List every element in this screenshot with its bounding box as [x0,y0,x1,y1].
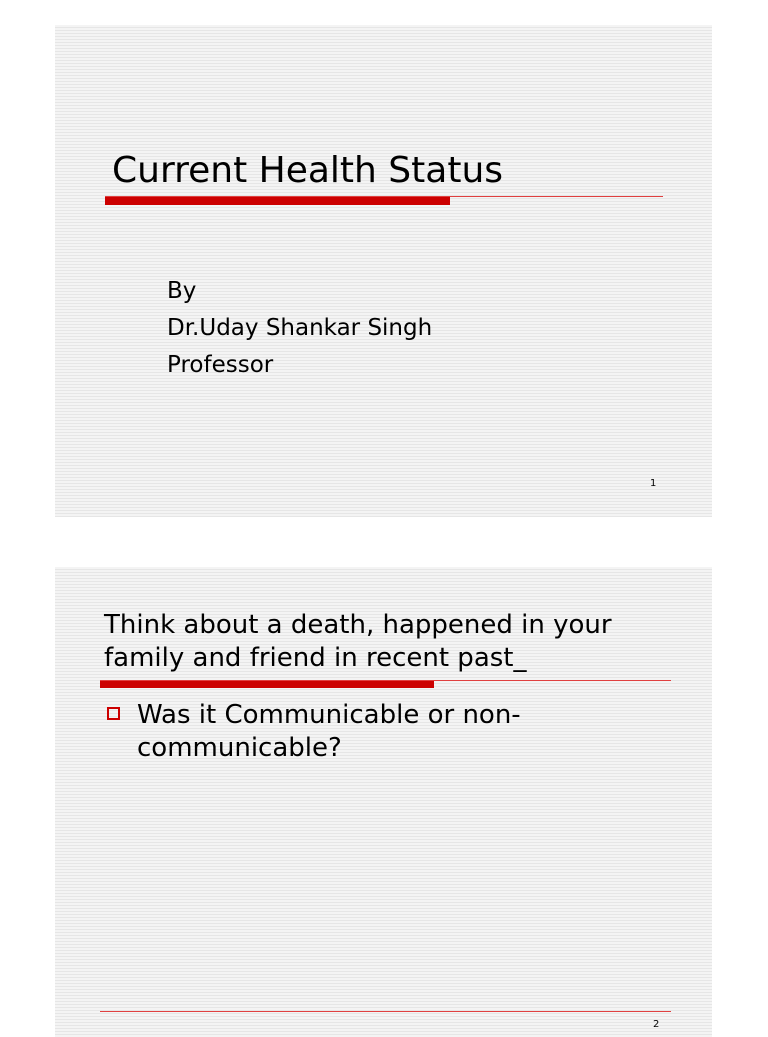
footer-line [100,1011,671,1012]
bullet-text: Was it Communicable or non-communicable? [137,700,521,763]
author-title: Professor [167,352,274,378]
hollow-square-bullet-icon [107,707,120,720]
slide-1 [55,25,712,517]
title-underline-bar [105,197,450,205]
page-number: 1 [650,478,657,489]
author-name: Dr.Uday Shankar Singh [167,315,433,341]
page-number: 2 [653,1019,660,1030]
slide-title: Think about a death, happened in your family and friend in recent past_ [104,610,612,673]
title-underline-bar [100,681,434,688]
author-by-label: By [167,278,197,304]
slide-title: Current Health Status [112,150,504,191]
author-block [167,273,432,384]
slide-2 [55,567,712,1037]
